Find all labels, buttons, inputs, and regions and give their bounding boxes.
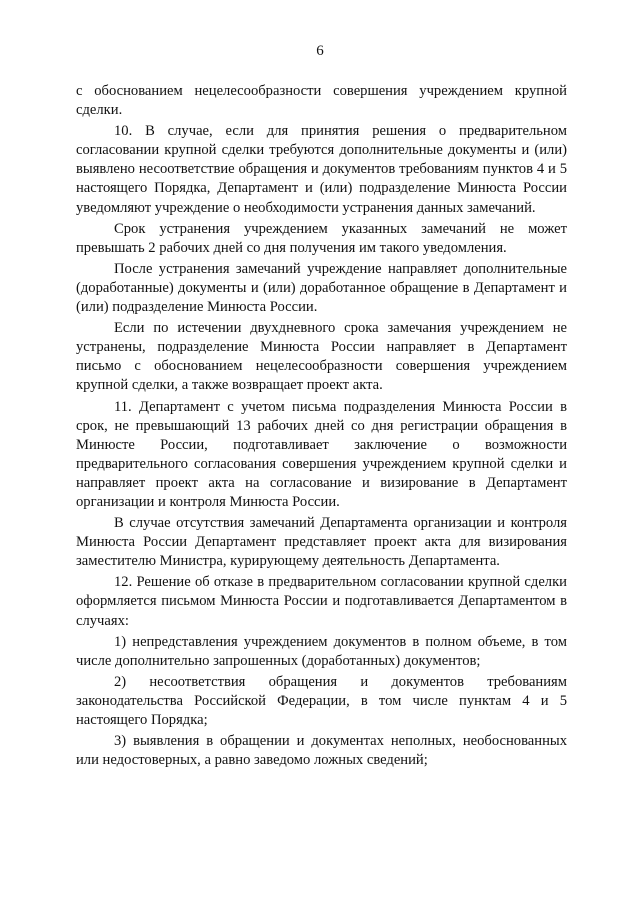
paragraph-deadline: Срок устранения учреждением указанных замечаний не может превышать 2 рабочих дней со дня получения им такого уведомления. — [76, 220, 567, 256]
list-item-3: 3) выявления в обращении и документах неполных, необоснованных или недостоверных, а равно заведомо ложных сведений; — [76, 733, 567, 769]
paragraph-continuation: с обоснованием нецелесообразности совершения учреждением крупной сделки. — [76, 83, 567, 119]
list-item-2: 2) несоответствия обращения и документов требованиям законодательства Российской Федерации, в том числе пунктам 4 и 5 настоящего Порядка; — [76, 673, 567, 728]
page-number: 6 — [316, 43, 324, 59]
paragraph-after-correction: После устранения замечаний учреждение направляет дополнительные (доработанные) документы и (или) доработанное обращение в Департамент и (или) подразделение Минюста России. — [76, 260, 567, 316]
paragraph-10: 10. В случае, если для принятия решения о предварительном согласовании крупной сделки требуются дополнительные документы и (или) выявлено несоответствие обращения и документов требованиям пунктов 4 и 5 настоящего Порядка, Департамент и (или) подразделение Минюста России уведомляют учреждение о необходимости устранения данных замечаний. — [76, 123, 567, 216]
document-body — [76, 82, 567, 770]
paragraph-no-remarks: В случае отсутствия замечаний Департамента организации и контроля Минюста России Департамент представляет проект акта для визирования заместителю Министра, курирующему деятельность Департамента. — [76, 515, 567, 570]
paragraph-11: 11. Департамент с учетом письма подразделения Минюста России в срок, не превышающий 13 рабочих дней со дня регистрации обращения в Минюсте России, подготавливает заключение о возможности предварительного согласования совершения учреждением крупной сделки и направляет проект акта на согласование и визирование в Департамент организации и контроля Минюста России. — [76, 398, 567, 510]
list-item-1: 1) непредставления учреждением документов в полном объеме, в том числе дополнительно запрошенных (доработанных) документов; — [76, 633, 567, 669]
paragraph-not-corrected: Если по истечении двухдневного срока замечания учреждением не устранены, подразделение Минюста России направляет в Департамент письмо с обоснованием нецелесообразности совершения учреждением крупной сделки, а также возвращает проект акта. — [76, 320, 567, 394]
paragraph-12: 12. Решение об отказе в предварительном согласовании крупной сделки оформляется письмом Минюста России и подготавливается Департаментом в случаях: — [76, 574, 567, 629]
